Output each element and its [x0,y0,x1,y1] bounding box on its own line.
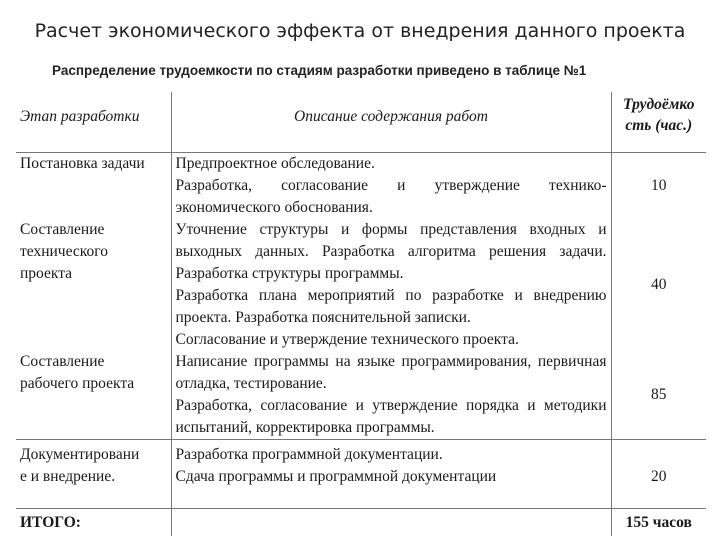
table-row [16,153,706,220]
row-description [171,440,611,509]
header-hours-line1: Трудоёмко [623,96,695,113]
table-row [16,219,706,351]
row-hours: 20 [611,440,706,509]
stage-text: технического [20,243,108,260]
table-total-row [16,509,706,537]
header-stage: Этап разработки [16,92,171,153]
description-text: Согласование и утверждение технического проекта. [175,331,519,348]
total-empty [171,509,611,537]
slide-title: Расчет экономического эффекта от внедрения данного проекта [34,20,686,42]
row-stage [16,219,171,351]
slide-subtitle: Распределение трудоемкости по стадиям разработки приведено в таблице №1 [52,63,587,78]
row-hours: 10 [611,153,706,220]
description-text: Уточнение структуры и формы представления входных и выходных данных. Разработка алгоритма решения задачи. Разработка структуры программы. [175,221,607,282]
table-header-row [16,92,706,153]
stage-text: рабочего проекта [20,375,135,392]
labor-intensity-table [16,92,706,536]
stage-text: Документировани [20,446,140,463]
row-description [171,153,611,220]
description-text: Сдача программы и программной документации [175,468,497,485]
table-row [16,351,706,440]
total-hours: 155 часов [611,509,706,537]
row-stage [16,440,171,509]
row-description [171,351,611,440]
stage-text: Составление [20,353,105,370]
description-text: Написание программы на языке программирования, первичная отладка, тестирование. [175,353,607,392]
description-text: Разработка программной документации. [175,446,443,463]
row-hours: 85 [611,351,706,440]
row-stage [16,351,171,440]
description-text: Разработка, согласование и утверждение порядка и методики испытаний, корректировка программы. [175,397,607,436]
header-hours [611,92,706,153]
stage-text: проекта [20,265,73,282]
header-description: Описание содержания работ [171,92,611,153]
stage-text: е и внедрение. [20,468,116,485]
row-hours: 40 [611,219,706,351]
stage-text: Постановка задачи [20,155,145,172]
description-text: Разработка, согласование и утверждение технико-экономического обоснования. [175,177,607,216]
total-label: ИТОГО: [16,509,171,537]
row-stage [16,153,171,220]
header-hours-line2: сть (час.) [625,117,693,134]
table-row [16,440,706,509]
row-description [171,219,611,351]
description-text: Предпроектное обследование. [175,155,375,172]
description-text: Разработка плана мероприятий по разработке и внедрению проекта. Разработка пояснительной записки. [175,287,607,326]
stage-text: Составление [20,221,105,238]
